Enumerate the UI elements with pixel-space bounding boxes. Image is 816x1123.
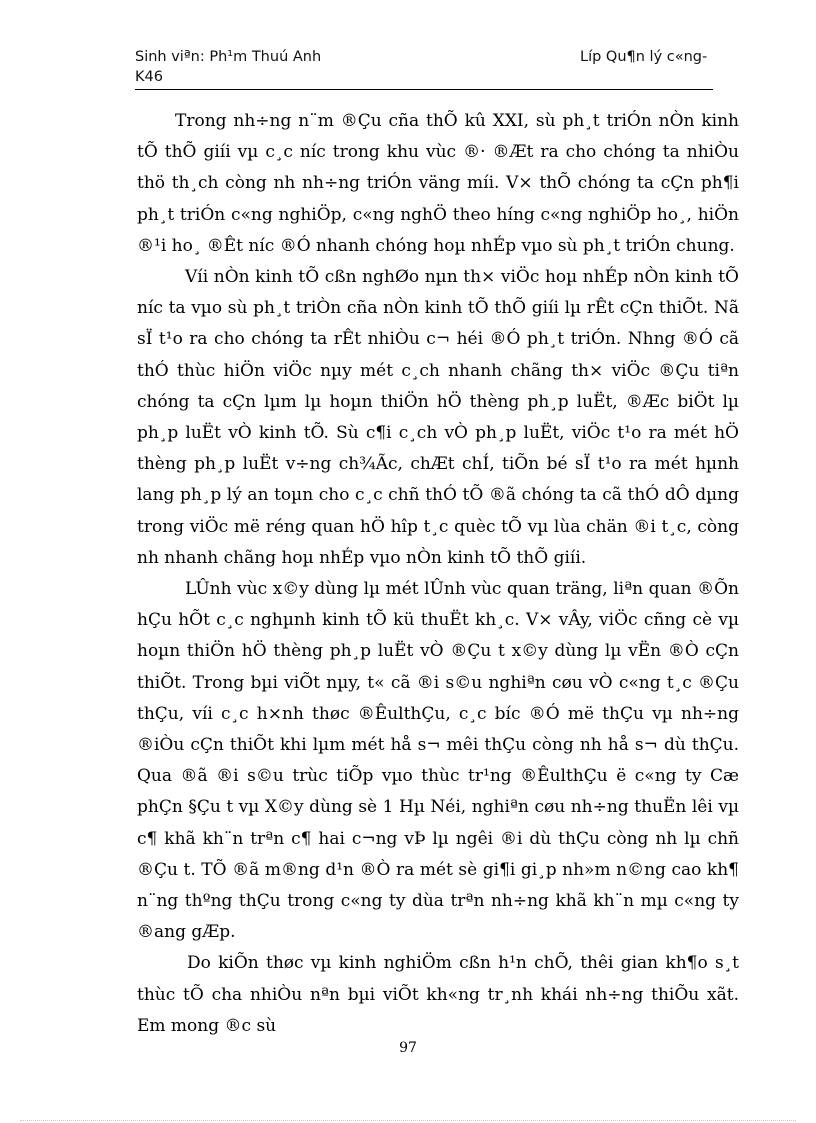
paragraph: Do kiÕn thøc vµ kinh nghiÖm cßn h¹n chÕ, thêi gian kh¶o s¸t thùc tÕ cha nhiÒu nªn bµi viÕt kh«ng tr¸nh khái nh÷ng thiÕu xãt. Em mong ®c sù [137, 953, 739, 1036]
paragraph: LÛnh vùc x©y dùng lµ mét lÛnh vùc quan träng, liªn quan ®Õn hÇu hÕt c¸c nghµnh kinh tÕ kü thuËt kh¸c. V× vÂy, viÖc cñng cè vµ hoµn thiÖn hÖ thèng ph¸p luËt vÒ ®Çu t x©y dùng lµ vËn ®Ò cÇn thiÕt. Trong bµi viÕt nµy, t« cã ®i s©u nghiªn cøu vÒ c«ng t¸c ®Çu thÇu, víi c¸c h×nh thøc ®ÊulthÇu, c¸c bíc ®Ó më thÇu vµ nh÷ng ®iÒu cÇn thiÕt khi lµm mét hå s¬ mêi thÇu còng nh hå s¬ dù thÇu. Qua ®ã ®i s©u trùc tiÕp vµo thùc tr¹ng ®ÊulthÇu ë c«ng ty Cæ phÇn §Çu t vµ X©y dùng sè 1 Hµ Néi, nghiªn cøu nh÷ng thuËn lêi vµ c¶ khã kh¨n trªn c¶ hai c¬ng vÞ lµ ngêi ®i dù thÇu còng nh lµ chñ ®Çu t. TÕ ®ã m®ng d¹n ®Ò ra mét sè gi¶i gi¸p nh»m n©ng cao kh¶ n¨ng thºng thÇu trong c«ng ty dùa trªn nh÷ng khã kh¨n mµ c«ng ty ®ang gÆp. [137, 579, 739, 943]
page-number: 97 [399, 1040, 417, 1056]
student-name-label: Sinh viªn: Ph¹m Thuú Anh [135, 49, 322, 65]
paragraph: Víi nÒn kinh tÕ cßn nghØo nµn th× viÖc hoµ nhÉp nÒn kinh tÕ níc ta vµo sù ph¸t triÒn cña nÒn kinh tÕ thÕ giíi lµ rÊt cÇn thiÕt. Nã sÏ t¹o ra cho chóng ta rÊt nhiÒu c¬ héi ®Ó ph¸t triÓn. Nhng ®Ó cã thÓ thùc hiÖn viÖc nµy mét c¸ch nhanh chãng th× viÖc ®Çu tiªn chóng ta cÇn lµm lµ hoµn thiÖn hÖ thèng ph¸p luËt, ®Æc biÖt lµ ph¸p luËt vÒ kinh tÕ. Sù c¶i c¸ch vÒ ph¸p luËt, viÖc t¹o ra mét hÖ thèng ph¸p luËt v÷ng ch¾Ãc, chÆt chÍ, tiÕn bé sÏ t¹o ra mét hµnh lang ph¸p lý an toµn cho c¸c chñ thÓ tÕ ®ã chóng ta cã thÓ dÔ dµng trong viÖc më réng quan hÖ hîp t¸c quèc tÕ vµ lùa chän ®i t¸c, còng nh nhanh chãng hoµ nhÉp vµo nÒn kinh tÕ thÕ giíi. [137, 267, 739, 568]
document-body [137, 106, 739, 1042]
class-label-continuation: K46 [135, 69, 163, 85]
page-edge-divider [20, 1120, 796, 1121]
paragraph: Trong nh÷ng n¨m ®Çu cña thÕ kû XXI, sù ph¸t triÓn nÒn kinh tÕ thÕ giíi vµ c¸c níc trong khu vùc ®· ®Æt ra cho chóng ta nhiÒu thö th¸ch còng nh nh÷ng triÓn väng míi. V× thÕ chóng ta cÇn ph¶i ph¸t triÓn c«ng nghiÖp, c«ng nghÖ theo híng c«ng nghiÖp ho¸, hiÖn ®¹i ho¸ ®Êt níc ®Ó nhanh chóng hoµ nhÉp vµo sù ph¸t triÓn chung. [137, 111, 739, 256]
class-label: Líp Qu¶n lý c«ng- [580, 49, 708, 65]
header-divider [135, 89, 713, 90]
